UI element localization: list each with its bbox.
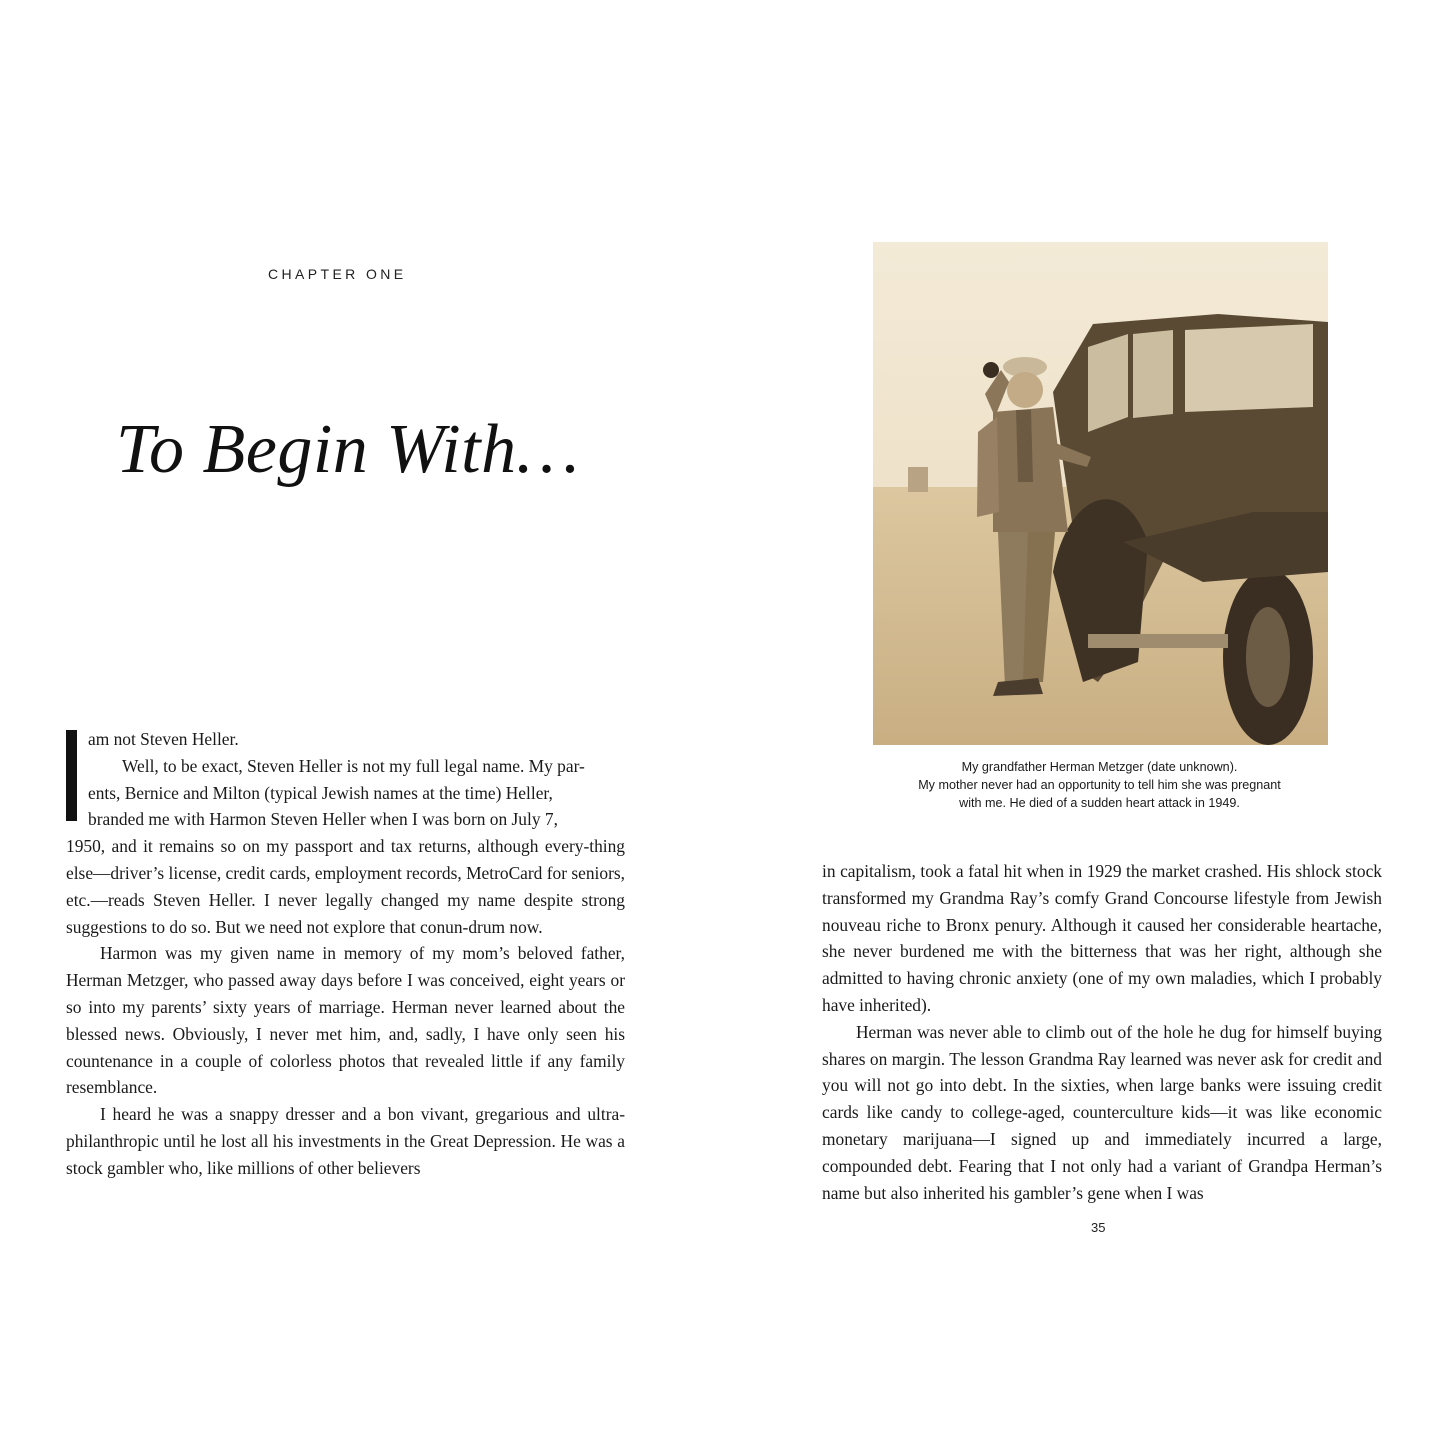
left-page — [0, 0, 722, 1445]
page-number: 35 — [1091, 1220, 1106, 1235]
photo-caption — [822, 758, 1377, 812]
right-body-text — [822, 858, 1382, 1206]
paragraph-2-rest: 1950, and it remains so on my passport and tax returns, although every-thing else—driver’s license, credit cards, employment records, MetroCard for seniors, etc.—reads Steven Heller. I never legally changed my name despite strong suggestions to do so. But we need not explore that conun-drum now. — [66, 836, 625, 937]
left-body-text — [66, 726, 625, 1182]
chapter-label: CHAPTER ONE — [268, 266, 407, 282]
caption-line-2: My mother never had an opportunity to tell him she was pregnant — [918, 778, 1281, 792]
right-paragraph-2: Herman was never able to climb out of the hole he dug for himself buying shares on margin. The lesson Grandma Ray learned was never ask for credit and you will not go into debt. In the sixties, when large banks were issuing credit cards like candy to college-aged, counterculture kids—it was like economic monetary marijuana—I signed up and immediately incurred a large, compounded debt. Fearing that I not only had a variant of Grandpa Herman’s name but also inherited his gambler’s gene when I was — [822, 1021, 1382, 1203]
paragraph-2-line-2: ents, Bernice and Milton (typical Jewish names at the time) Heller, — [88, 782, 553, 803]
drop-cap — [66, 730, 77, 821]
caption-line-1: My grandfather Herman Metzger (date unknown). — [961, 760, 1238, 774]
paragraph-1: am not Steven Heller. — [88, 729, 239, 749]
right-paragraph-1: in capitalism, took a fatal hit when in 1929 the market crashed. His shlock stock transformed my Grandma Ray’s comfy Grand Concourse lifestyle from Jewish nouveau riche to Bronx penury. Although it caused her considerable heartache, she never burdened me with the bitterness that was her right, although she admitted to having chronic anxiety (one of my own maladies, which I probably have inherited). — [822, 861, 1382, 1015]
paragraph-4: I heard he was a snappy dresser and a bon vivant, gregarious and ultra-philanthropic until he lost all his investments in the Great Depression. He was a stock gambler who, like millions of other believers — [66, 1104, 625, 1178]
caption-line-3: with me. He died of a sudden heart attack in 1949. — [959, 796, 1240, 810]
chapter-title: To Begin With… — [116, 411, 580, 488]
paragraph-2-line-3: branded me with Harmon Steven Heller when I was born on July 7, — [88, 809, 558, 830]
paragraph-3: Harmon was my given name in memory of my mom’s beloved father, Herman Metzger, who passed away days before I was conceived, eight years or so into my parents’ sixty years of marriage. Herman never learned about the blessed news. Obviously, I never met him, and, sadly, I have only seen his countenance in a couple of colorless photos that revealed little if any family resemblance. — [66, 943, 625, 1098]
drop-cap-block — [66, 726, 625, 833]
right-page — [722, 0, 1445, 1445]
sepia-photo-grandfather-car — [873, 242, 1328, 745]
paragraph-2-line-1: Well, to be exact, Steven Heller is not my full legal name. My par- — [122, 755, 585, 776]
